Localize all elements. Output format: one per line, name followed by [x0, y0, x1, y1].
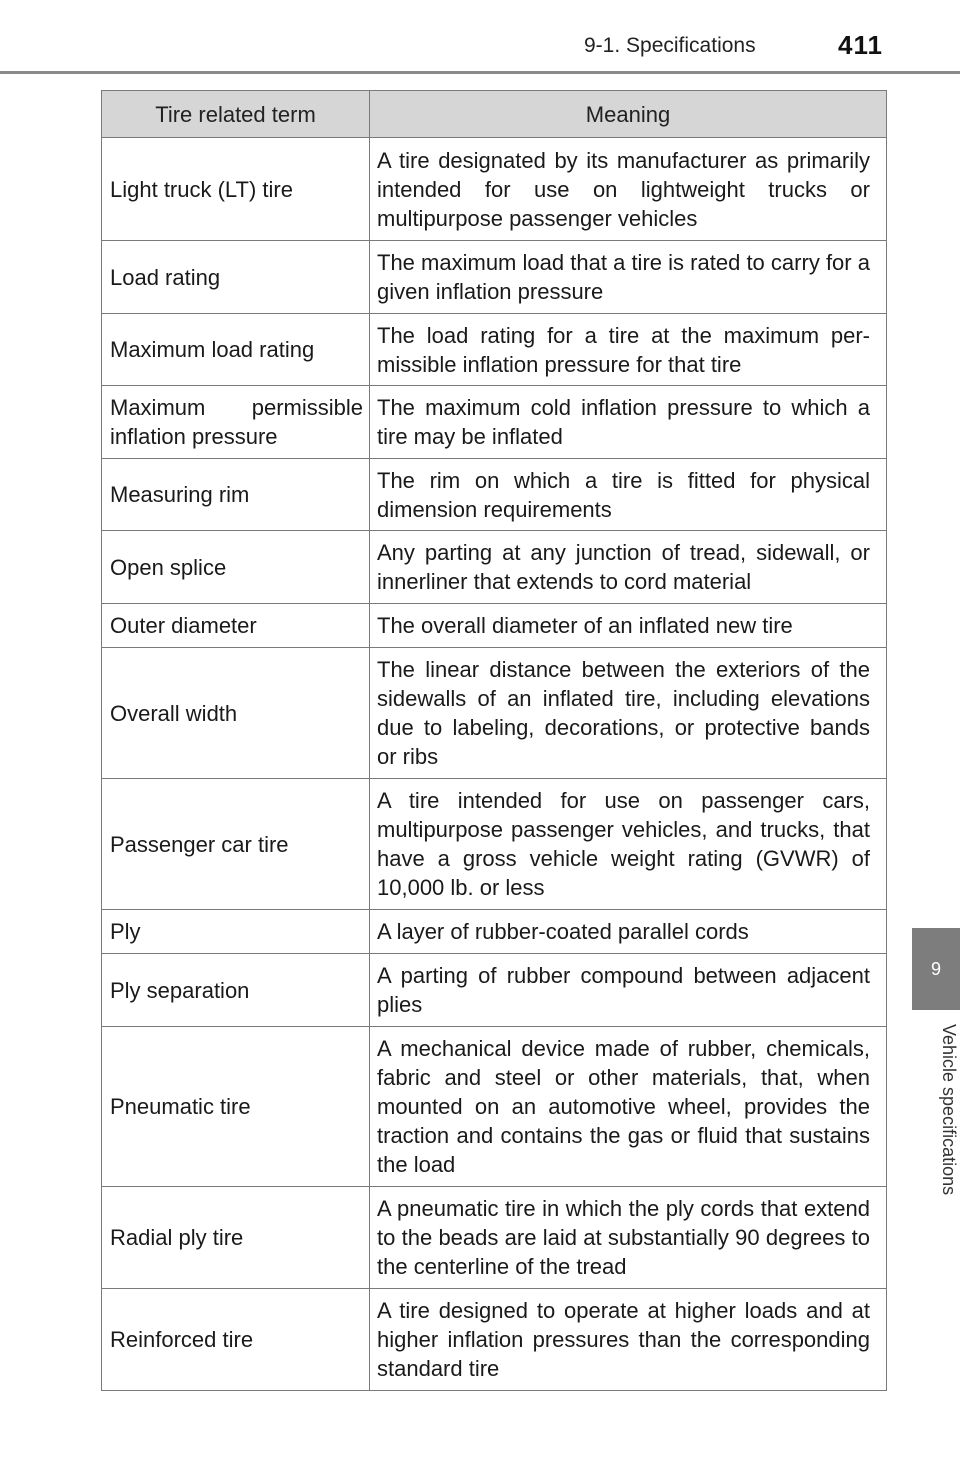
table-header-row	[102, 91, 887, 138]
table-row	[102, 459, 887, 531]
meaning-cell: A mechanical device made of rubber, chemicals, fabric and steel or other materials, that, when mounted on an automotive wheel, provides the traction and contains the gas or fluid that sustains the load	[370, 1027, 887, 1187]
term-cell: Maximum load rating	[102, 314, 370, 386]
chapter-tab[interactable]: 9	[912, 928, 960, 1010]
term-cell: Measuring rim	[102, 459, 370, 531]
header-divider	[0, 71, 960, 74]
meaning-cell: The maximum cold inflation pressure to which a tire may be inflated	[370, 386, 887, 459]
term-cell: Open splice	[102, 531, 370, 604]
table-row	[102, 241, 887, 314]
table-row	[102, 1187, 887, 1289]
meaning-cell: The load rating for a tire at the maximum permissible inflation pressure for that tire	[370, 314, 887, 386]
term-cell: Radial ply tire	[102, 1187, 370, 1289]
table-row	[102, 910, 887, 954]
meaning-cell: A tire designed to operate at higher loads and at higher inflation pressures than the corresponding standard tire	[370, 1289, 887, 1391]
table-row	[102, 604, 887, 648]
term-cell: Load rating	[102, 241, 370, 314]
table-row	[102, 1027, 887, 1187]
meaning-cell: The overall diameter of an inflated new tire	[370, 604, 887, 648]
meaning-cell: Any parting at any junction of tread, sidewall, or innerliner that extends to cord material	[370, 531, 887, 604]
table-row	[102, 314, 887, 386]
meaning-cell: A tire designated by its manufacturer as primarily intended for use on lightweight trucks or multipurpose passenger vehicles	[370, 138, 887, 241]
term-cell: Ply separation	[102, 954, 370, 1027]
table-row	[102, 386, 887, 459]
term-cell: Reinforced tire	[102, 1289, 370, 1391]
tire-terms-table	[101, 90, 887, 1391]
table-row	[102, 531, 887, 604]
meaning-cell: A parting of rubber compound between adjacent plies	[370, 954, 887, 1027]
meaning-cell: The linear distance between the exteriors of the sidewalls of an inflated tire, including elevations due to labeling, decorations, or protective bands or ribs	[370, 648, 887, 779]
table-row	[102, 138, 887, 241]
meaning-cell: The rim on which a tire is fitted for physical dimension requirements	[370, 459, 887, 531]
table-row	[102, 954, 887, 1027]
term-cell: Pneumatic tire	[102, 1027, 370, 1187]
table-row	[102, 648, 887, 779]
term-cell: Outer diameter	[102, 604, 370, 648]
term-cell: Maximum permissible inflation pressure	[102, 386, 370, 459]
column-header-meaning: Meaning	[370, 91, 887, 138]
chapter-title: Vehicle specifications	[939, 1024, 959, 1196]
term-cell: Light truck (LT) tire	[102, 138, 370, 241]
table-row	[102, 1289, 887, 1391]
table-row	[102, 779, 887, 910]
term-cell: Overall width	[102, 648, 370, 779]
term-cell: Passenger car tire	[102, 779, 370, 910]
term-cell: Ply	[102, 910, 370, 954]
meaning-cell: A pneumatic tire in which the ply cords that extend to the beads are laid at substantially 90 degrees to the centerline of the tread	[370, 1187, 887, 1289]
page-number: 411	[838, 30, 883, 60]
meaning-cell: A tire intended for use on passenger cars, multipurpose passenger vehicles, and trucks, that have a gross vehicle weight rating (GVWR) of 10,000 lb. or less	[370, 779, 887, 910]
meaning-cell: The maximum load that a tire is rated to carry for a given inflation pressure	[370, 241, 887, 314]
column-header-term: Tire related term	[102, 91, 370, 138]
meaning-cell: A layer of rubber-coated parallel cords	[370, 910, 887, 954]
section-title: 9-1. Specifications	[584, 34, 756, 57]
